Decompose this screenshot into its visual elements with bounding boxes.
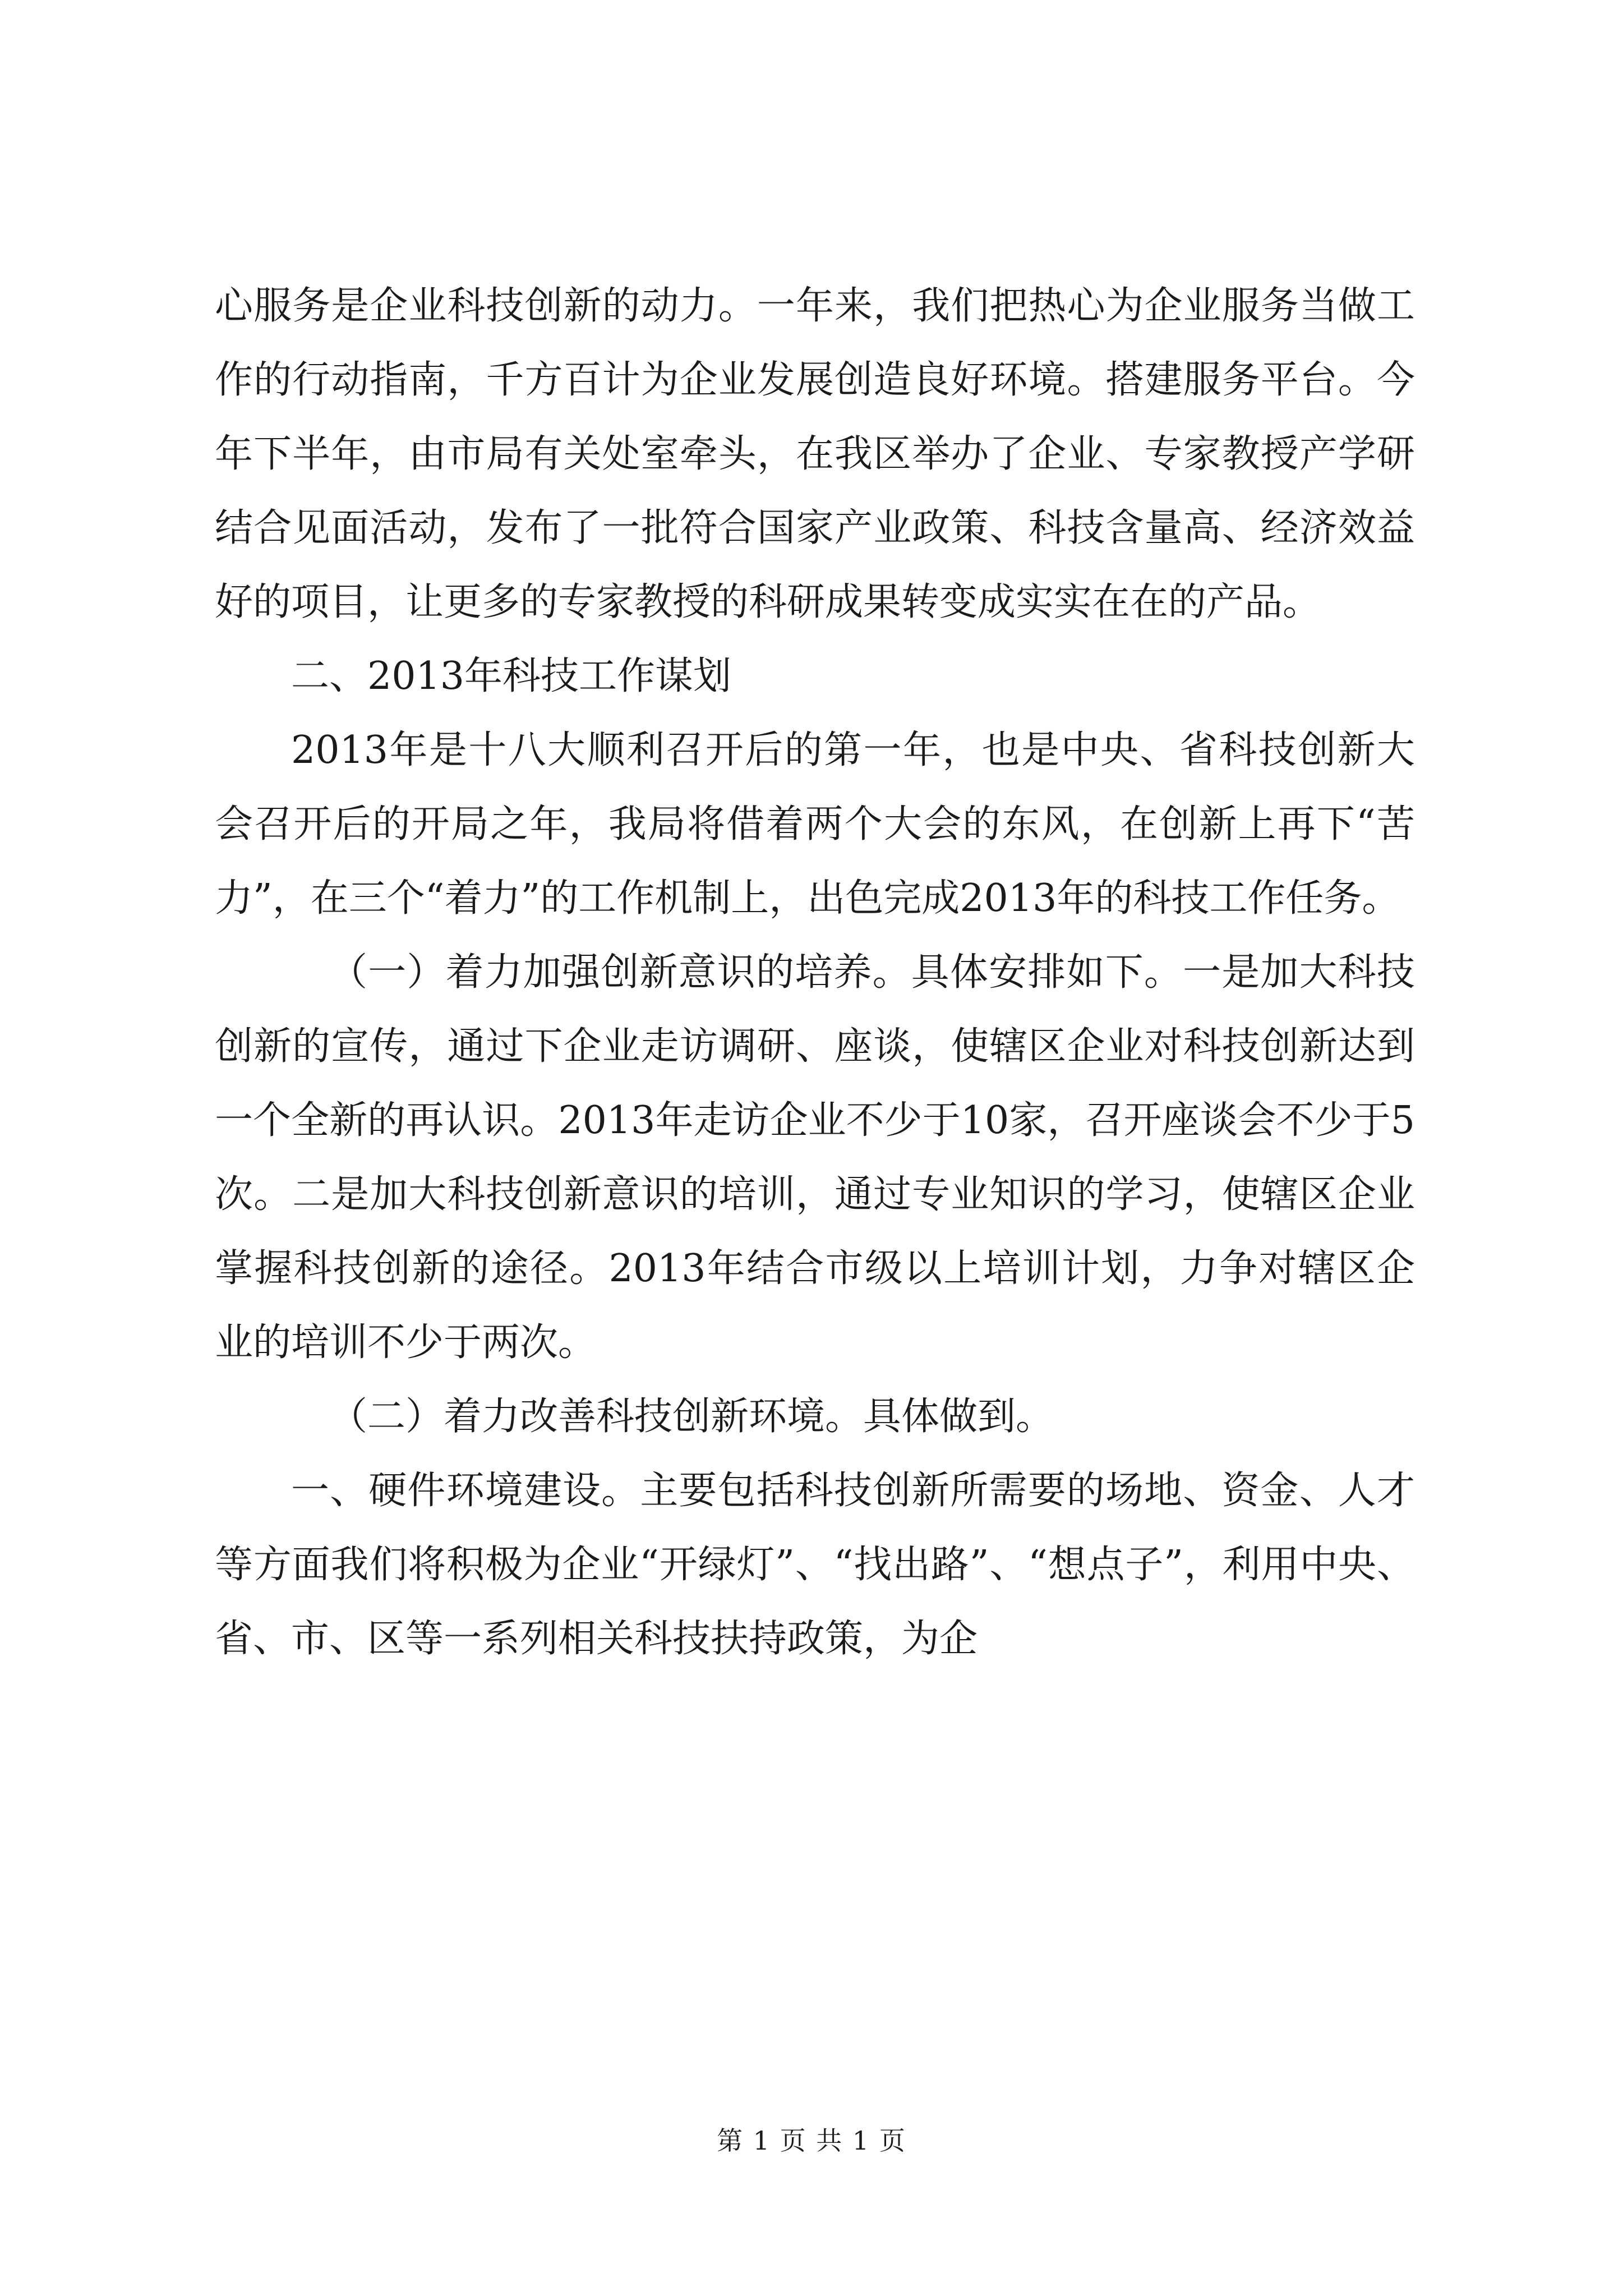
paragraph-2013-overview: 2013年是十八大顺利召开后的第一年，也是中央、省科技创新大会召开后的开局之年，我局将借着两个大会的东风，在创新上再下“苦力”，在三个“着力”的工作机制上，出色完成2013年的科技工作任务。 [215,728,1415,921]
section-heading-2013-plan: 二、2013年科技工作谋划 [291,654,732,698]
paragraph-service-motivation: 心服务是企业科技创新的动力。一年来，我们把热心为企业服务当做工作的行动指南，千方百计为企业发展创造良好环境。搭建服务平台。今年下半年，由市局有关处室牵头，在我区举办了企业、专家教授产学研结合见面活动，发布了一批符合国家产业政策、科技含量高、经济效益好的项目，让更多的专家教授的科研成果转变成实实在在的产品。 [215,284,1415,624]
paragraph-innovation-awareness: （一）着力加强创新意识的培养。具体安排如下。一是加大科技创新的宣传，通过下企业走访调研、座谈，使辖区企业对科技创新达到一个全新的再认识。2013年走访企业不少于10家，召开座谈会不少于5次。二是加大科技创新意识的培训，通过专业知识的学习，使辖区企业掌握科技创新的途径。2013年结合市级以上培训计划，力争对辖区企业的培训不少于两次。 [215,950,1415,1365]
page-footer: 第 1 页 共 1 页 [717,2125,906,2156]
document-body [215,269,1415,1676]
paragraph-innovation-environment: （二）着力改善科技创新环境。具体做到。 [329,1395,1054,1439]
paragraph-hardware-environment: 一、硬件环境建设。主要包括科技创新所需要的场地、资金、人才等方面我们将积极为企业“开绿灯”、“找出路”、“想点子”，利用中央、省、市、区等一系列相关科技扶持政策，为企 [215,1469,1415,1661]
